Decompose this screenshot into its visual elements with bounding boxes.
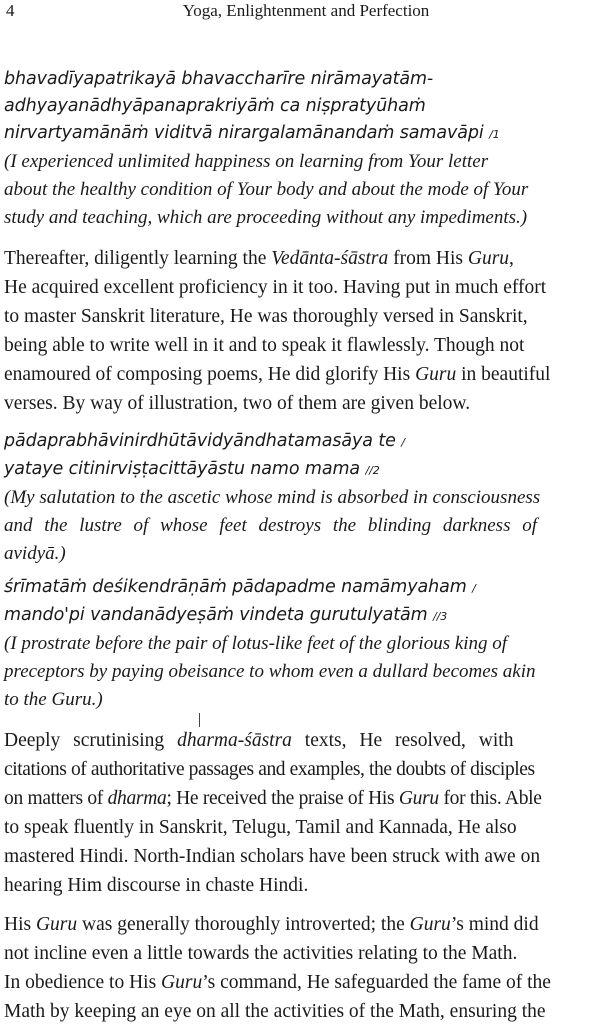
paragraph-line: Thereafter, diligently learning the Vedānta-śāstra from His Guru, bbox=[4, 248, 514, 269]
page-header bbox=[0, 0, 600, 24]
paragraph-1 bbox=[4, 244, 596, 418]
running-title: Yoga, Enlightenment and Perfection bbox=[182, 1, 430, 20]
verse-line: bhavadīyapatrikayā bhavaccharīre nirāmayatām- bbox=[4, 69, 434, 89]
sanskrit-verse-3 bbox=[4, 574, 596, 630]
verse-marker: / bbox=[472, 582, 476, 595]
translation-line: avidyā.) bbox=[4, 543, 66, 564]
paragraph-line: Deeply scrutinising dharma-śāstra texts, He resolved, with bbox=[4, 730, 514, 751]
paragraph-line: mastered Hindi. North-Indian scholars have been struck with awe on bbox=[4, 846, 541, 867]
verse-line: yataye citinirviṣṭacittāyāstu namo mama //2 bbox=[4, 459, 380, 479]
paragraph-line: hearing Him discourse in chaste Hindi. bbox=[4, 875, 309, 896]
paragraph-3 bbox=[4, 910, 596, 1026]
paragraph-line: verses. By way of illustration, two of them are given below. bbox=[4, 393, 471, 414]
paragraph-line: Math by keeping an eye on all the activities of the Math, ensuring the bbox=[4, 1001, 546, 1022]
verse-line: pādaprabhāvinirdhūtāvidyāndhatamasāya te / bbox=[4, 431, 405, 451]
paragraph-line: not incline even a little towards the activities relating to the Math. bbox=[4, 943, 518, 964]
page-number: 4 bbox=[6, 1, 15, 20]
translation-line: about the healthy condition of Your body and about the mode of Your bbox=[4, 179, 529, 200]
verse-marker: /1 bbox=[489, 128, 500, 141]
paragraph-line: In obedience to His Guru’s command, He safeguarded the fame of the bbox=[4, 972, 551, 993]
verse-line: adhyayanādhyāpanaprakriyāṁ ca niṣpratyūhaṁ bbox=[4, 96, 426, 116]
paragraph-line: to master Sanskrit literature, He was thoroughly versed in Sanskrit, bbox=[4, 306, 528, 327]
translation-line: preceptors by paying obeisance to whom even a dullard becomes akin bbox=[4, 661, 536, 682]
translation-line: (I prostrate before the pair of lotus-like feet of the glorious king of bbox=[4, 633, 508, 654]
verse-marker: / bbox=[401, 436, 405, 449]
translation-line: (My salutation to the ascetic whose mind is absorbed in consciousness bbox=[4, 487, 541, 508]
translation-line: to the Guru.) bbox=[4, 689, 103, 710]
sanskrit-verse-1 bbox=[4, 66, 596, 148]
verse-line: mando'pi vandanādyeṣāṁ vindeta gurutulyatām //3 bbox=[4, 605, 448, 625]
paragraph-line: enamoured of composing poems, He did glorify His Guru in beautiful bbox=[4, 364, 551, 385]
translation-line: study and teaching, which are proceeding without any impediments.) bbox=[4, 207, 528, 228]
paragraph-line: on matters of dharma; He received the praise of His Guru for this. Able bbox=[4, 788, 542, 809]
verse-marker: //3 bbox=[433, 610, 448, 623]
sanskrit-verse-2 bbox=[4, 428, 596, 484]
paragraph-line: citations of authoritative passages and examples, the doubts of disciples bbox=[4, 759, 535, 780]
paragraph-line: He acquired excellent proficiency in it too. Having put in much effort bbox=[4, 277, 547, 298]
paragraph-line: being able to write well in it and to speak it flawlessly. Though not bbox=[4, 335, 525, 356]
paragraph-line: His Guru was generally thoroughly introverted; the Guru’s mind did bbox=[4, 914, 539, 935]
paragraph-line: to speak fluently in Sanskrit, Telugu, Tamil and Kannada, He also bbox=[4, 817, 517, 838]
verse-line: śrīmatāṁ deśikendrāṇāṁ pādapadme namāmyaham / bbox=[4, 577, 476, 597]
verse-1-translation bbox=[4, 148, 596, 232]
verse-marker: //2 bbox=[365, 464, 380, 477]
paragraph-2 bbox=[4, 726, 596, 900]
page-body bbox=[4, 66, 596, 1026]
verse-line: nirvartyamānāṁ viditvā nirargalamānandaṁ samavāpi /1 bbox=[4, 123, 500, 143]
verse-3-translation bbox=[4, 630, 596, 714]
print-artifact-mark bbox=[199, 713, 200, 727]
verse-2-translation bbox=[4, 484, 596, 568]
translation-line: (I experienced unlimited happiness on learning from Your letter bbox=[4, 151, 489, 172]
translation-line: and the lustre of whose feet destroys the blinding darkness of bbox=[4, 515, 537, 536]
